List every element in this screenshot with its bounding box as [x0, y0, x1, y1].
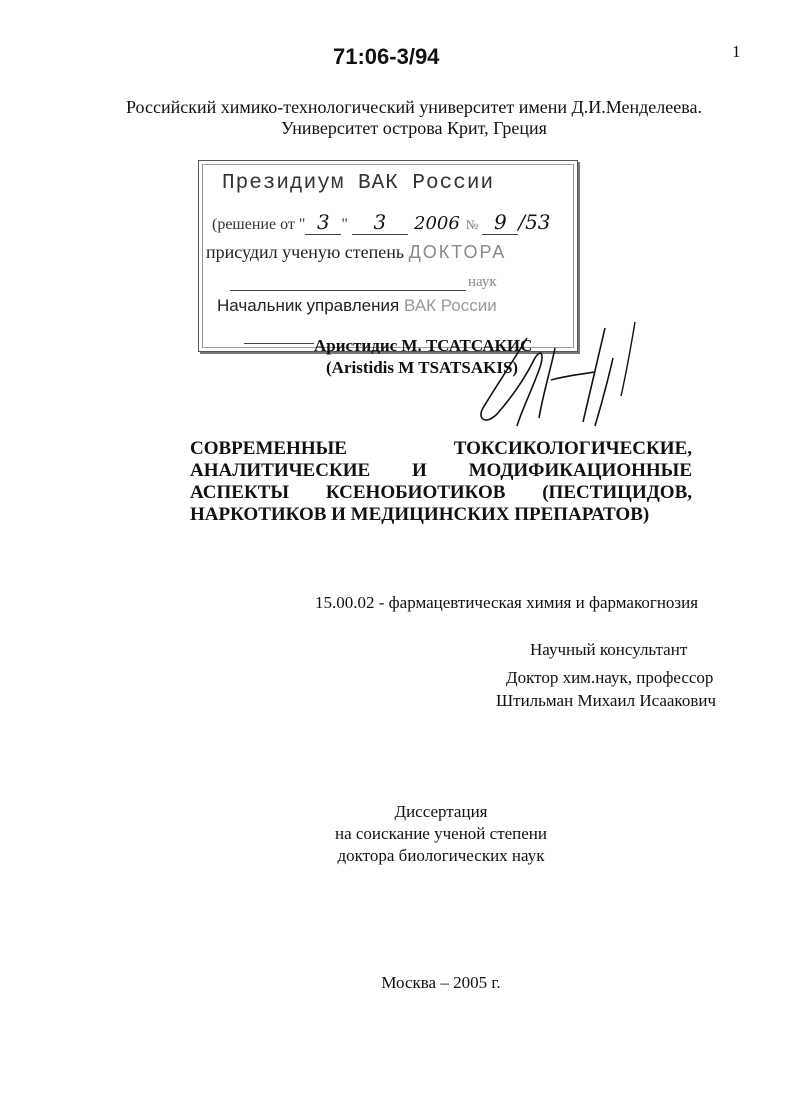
stamp-signature-line: [244, 343, 314, 344]
stamp-decision-day: 3: [305, 210, 341, 235]
author-signature-image: [455, 318, 665, 438]
stamp-decision-no-label: №: [465, 217, 479, 232]
stamp-chief-faded: ВАК России: [403, 296, 497, 315]
stamp-decision-month: 3: [352, 210, 408, 235]
title-line-4: НАРКОТИКОВ И МЕДИЦИНСКИХ ПРЕПАРАТОВ): [190, 504, 650, 525]
stamp-decision: (решение от " 3 " 3 2006 № 9 /53: [212, 210, 551, 234]
author-name-ru: Аристидис М. ТСАТСАКИС: [314, 336, 533, 355]
stamp-decision-no: 9: [482, 210, 518, 235]
author-name-en: (Aristidis M TSATSAKIS): [326, 358, 519, 377]
stamp-science-suffix: наук: [468, 274, 497, 290]
title-line-3: АСПЕКТЫ КСЕНОБИОТИКОВ (ПЕСТИЦИДОВ,: [190, 482, 692, 503]
stamp-title: Президиум ВАК России: [222, 172, 495, 195]
title-line-2: АНАЛИТИЧЕСКИЕ И МОДИФИКАЦИОННЫЕ: [190, 460, 692, 481]
specialty: 15.00.02 - фармацевтическая химия и фармакогнозия: [315, 593, 699, 612]
dissertation-type: Диссертация: [394, 802, 488, 821]
stamp-decision-prefix: (решение от: [212, 216, 295, 233]
consultant-name: Штильман Михаил Исаакович: [496, 691, 717, 710]
stamp-chief-label: Начальник управления: [217, 296, 400, 315]
stamp-decision-year: 2006: [414, 213, 460, 234]
dissertation-degree: доктора биологических наук: [337, 846, 545, 865]
place-date: Москва – 2005 г.: [381, 973, 501, 992]
consultant-degree: Доктор хим.наук, профессор: [506, 668, 714, 687]
dissertation-title: [190, 438, 692, 526]
institution-line-2: Университет острова Крит, Греция: [281, 118, 547, 138]
institution-line-1: Российский химико-технологический университет имени Д.И.Менделеева.: [125, 97, 703, 117]
stamp-awarded: [206, 242, 506, 263]
stamp-science-blank: [230, 290, 466, 291]
title-line-1: СОВРЕМЕННЫЕ ТОКСИКОЛОГИЧЕСКИЕ,: [190, 438, 692, 459]
page-number: 1: [732, 42, 741, 61]
stamp-degree: ДОКТОРА: [408, 242, 507, 262]
stamp-decision-no-suffix: /53: [518, 210, 551, 234]
stamp-chief: [217, 296, 497, 316]
stamp-awarded-prefix: присудил ученую степень: [206, 242, 405, 262]
dissertation-purpose: на соискание ученой степени: [334, 824, 548, 843]
consultant-label: Научный консультант: [530, 640, 688, 659]
document-code: 71:06-3/94: [333, 44, 440, 69]
